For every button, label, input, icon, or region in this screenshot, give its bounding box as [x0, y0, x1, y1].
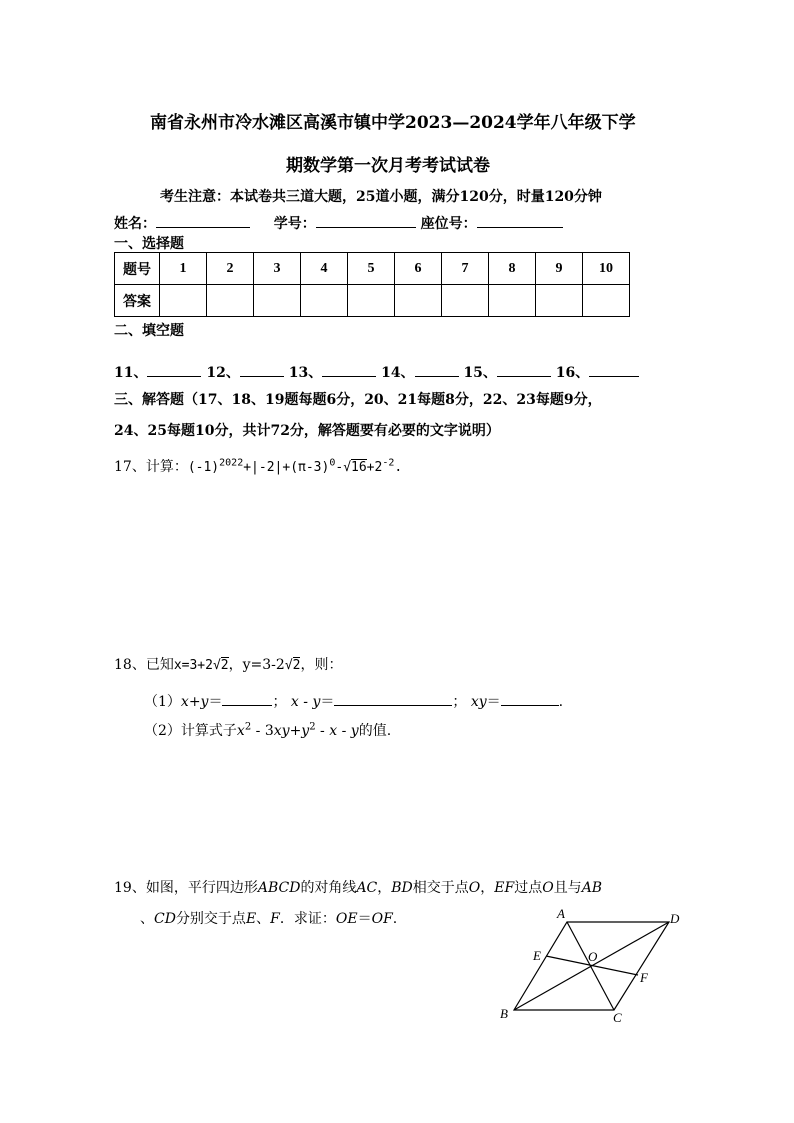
answer-table [114, 252, 630, 317]
answer-blank[interactable] [501, 691, 559, 706]
section-1-heading: 一、选择题 [114, 236, 184, 252]
label-e: E [533, 948, 541, 963]
question-18: 18、已知x=3+2√2，y=3-2√2，则： [114, 657, 343, 673]
label-b: B [500, 1006, 508, 1021]
blank-label: 11、 [114, 365, 148, 381]
table-number-cell: 10 [583, 253, 630, 285]
blank-field[interactable] [589, 362, 639, 377]
table-number-cell: 1 [160, 253, 207, 285]
table-number-cell: 3 [254, 253, 301, 285]
id-label: 学号： [273, 216, 316, 232]
label-d: D [670, 911, 680, 926]
diagonal-bd [514, 922, 669, 1010]
question-18-part-2: （2）计算式子$x^2 - 3xy+y^2 - x - y$的值. [144, 721, 392, 739]
answer-cell[interactable] [442, 285, 489, 317]
blank-field[interactable] [322, 362, 376, 377]
answer-cell[interactable] [348, 285, 395, 317]
blank-field[interactable] [497, 362, 551, 377]
blank-field[interactable] [240, 362, 284, 377]
table-number-cell: 7 [442, 253, 489, 285]
name-label: 姓名： [114, 216, 156, 232]
name-field[interactable] [156, 213, 250, 228]
seat-field[interactable] [477, 213, 563, 228]
section-3-heading-line-2: 24、25每题10分，共计72分，解答题要有必要的文字说明） [114, 423, 500, 439]
sqrt-icon: √ [212, 658, 221, 673]
q17-expression: $(-1)^{2022}+|-2|+(\pi-3)^0-√16+2^{-2}$. [187, 457, 403, 475]
student-info [114, 213, 563, 233]
blank-field[interactable] [147, 362, 201, 377]
label-a: A [557, 906, 565, 921]
fill-blank-row [114, 362, 639, 382]
question-19-line-2: 、CD分别交于点E、F．求证：OE＝OF. [140, 911, 398, 927]
blank-label: 16、 [555, 365, 590, 381]
table-row [115, 285, 630, 317]
answer-cell[interactable] [536, 285, 583, 317]
table-number-cell: 8 [489, 253, 536, 285]
notice: 考生注意：本试卷共三道大题，25道小题，满分120分，时量120分钟 [160, 189, 602, 205]
answer-cell[interactable] [301, 285, 348, 317]
table-header-cell: 题号 [115, 253, 160, 285]
title-line-1: 南省永州市冷水滩区高溪市镇中学2023—2024学年八年级下学 [150, 113, 636, 133]
id-field[interactable] [316, 213, 416, 228]
seat-label: 座位号： [420, 216, 477, 232]
blank-label: 14、 [381, 365, 415, 381]
question-17 [114, 456, 402, 476]
table-row [115, 253, 630, 285]
answer-cell[interactable] [395, 285, 442, 317]
label-c: C [613, 1010, 622, 1025]
title-line-2: 期数学第一次月考考试试卷 [286, 156, 490, 176]
answer-cell[interactable] [254, 285, 301, 317]
sqrt-icon: √ [284, 658, 293, 673]
diagonal-ac [567, 922, 614, 1010]
parallelogram-abcd [514, 922, 669, 1010]
section-3-heading-line-1: 三、解答题（17、18、19题每题6分，20、21每题8分，22、23每题9分， [114, 392, 602, 408]
answer-blank[interactable] [222, 691, 272, 706]
table-number-cell: 9 [536, 253, 583, 285]
table-number-cell: 5 [348, 253, 395, 285]
table-header-cell: 答案 [115, 285, 160, 317]
blank-label: 13、 [288, 365, 323, 381]
table-number-cell: 2 [207, 253, 254, 285]
sqrt-icon: √ [343, 460, 352, 475]
blank-label: 12、 [206, 365, 240, 381]
question-19-line-1: 19、如图，平行四边形ABCD的对角线AC，BD相交于点O，EF过点O且与AB [114, 880, 603, 896]
answer-cell[interactable] [583, 285, 630, 317]
label-o: O [588, 949, 598, 964]
question-18-part-1: （1）x+y＝ ； x - y＝ ； xy＝ . [144, 691, 563, 711]
answer-cell[interactable] [489, 285, 536, 317]
answer-cell[interactable] [207, 285, 254, 317]
blank-label: 15、 [463, 365, 497, 381]
table-number-cell: 6 [395, 253, 442, 285]
blank-field[interactable] [415, 362, 459, 377]
table-number-cell: 4 [301, 253, 348, 285]
answer-blank[interactable] [334, 691, 452, 706]
answer-cell[interactable] [160, 285, 207, 317]
section-2-heading: 二、填空题 [114, 323, 184, 339]
segment-ef [546, 956, 638, 975]
label-f: F [640, 970, 648, 985]
q17-label: 17、计算： [114, 459, 188, 475]
